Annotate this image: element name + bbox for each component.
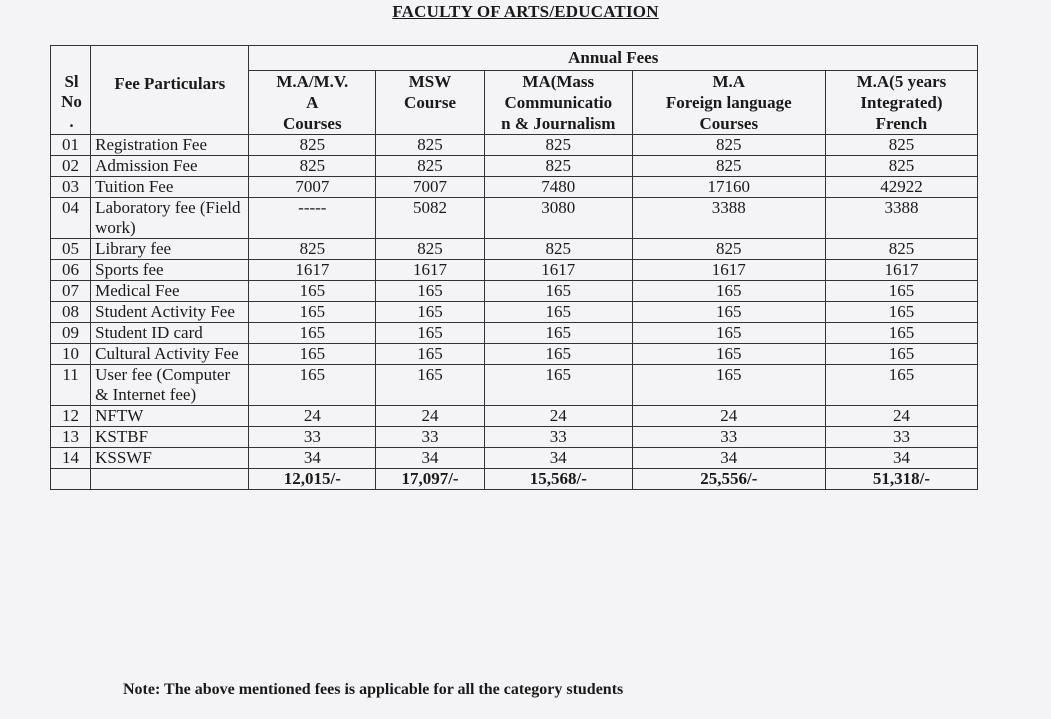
fee-amount-cell: 24	[376, 406, 485, 427]
fee-amount-cell: 1617	[376, 260, 485, 281]
fee-amount-cell: 165	[249, 281, 376, 302]
fee-amount-cell: 165	[632, 302, 825, 323]
sl-no-cell: 09	[51, 323, 91, 344]
fee-amount-cell: 24	[249, 406, 376, 427]
fee-amount-cell: 825	[632, 239, 825, 260]
fee-amount-cell: 165	[376, 281, 485, 302]
fees-table	[50, 45, 978, 490]
fee-amount-cell: 825	[376, 156, 485, 177]
sl-no-cell: 07	[51, 281, 91, 302]
fee-amount-cell: 825	[249, 135, 376, 156]
fee-particular-cell: User fee (Computer & Internet fee)	[91, 365, 249, 406]
fee-amount-cell: 825	[249, 239, 376, 260]
fee-amount-cell: 165	[825, 365, 977, 406]
fee-amount-cell: 1617	[484, 260, 632, 281]
sl-no-cell: 08	[51, 302, 91, 323]
fee-particular-cell: Medical Fee	[91, 281, 249, 302]
fee-particulars-header: Fee Particulars	[91, 46, 249, 135]
fee-particular-cell: NFTW	[91, 406, 249, 427]
table-row	[51, 448, 978, 469]
fee-amount-cell: 165	[484, 302, 632, 323]
fee-amount-cell: 3080	[484, 198, 632, 239]
fee-amount-cell: 165	[376, 323, 485, 344]
fee-amount-cell: 3388	[632, 198, 825, 239]
fee-amount-cell: 825	[632, 135, 825, 156]
sl-no-cell: 12	[51, 406, 91, 427]
fee-amount-cell: 165	[249, 365, 376, 406]
table-row	[51, 239, 978, 260]
fee-amount-cell: 165	[376, 365, 485, 406]
fee-amount-cell: 33	[632, 427, 825, 448]
fee-particular-cell: Tuition Fee	[91, 177, 249, 198]
sl-no-cell: 10	[51, 344, 91, 365]
fee-note: Note: The above mentioned fees is applicable for all the category students	[123, 681, 624, 698]
sl-no-cell: 13	[51, 427, 91, 448]
fee-amount-cell: 33	[376, 427, 485, 448]
table-row	[51, 365, 978, 406]
fee-particular-cell: KSSWF	[91, 448, 249, 469]
table-row	[51, 281, 978, 302]
total-amount-cell: 51,318/-	[825, 469, 977, 490]
fee-amount-cell: 1617	[632, 260, 825, 281]
fee-amount-cell: 825	[484, 135, 632, 156]
fee-particular-cell: Sports fee	[91, 260, 249, 281]
course-header: MSW Course	[376, 71, 485, 135]
course-header: M.A Foreign language Courses	[632, 71, 825, 135]
sl-no-cell: 05	[51, 239, 91, 260]
fee-amount-cell: 165	[376, 302, 485, 323]
sl-no-cell: 04	[51, 198, 91, 239]
fee-particular-cell: Admission Fee	[91, 156, 249, 177]
table-row	[51, 427, 978, 448]
fee-amount-cell: 1617	[249, 260, 376, 281]
fee-particular-cell: Registration Fee	[91, 135, 249, 156]
course-header: MA(Mass Communicatio n & Journalism	[484, 71, 632, 135]
fee-amount-cell: 165	[484, 323, 632, 344]
fee-particular-cell: Library fee	[91, 239, 249, 260]
header-row-top	[51, 46, 978, 71]
fee-amount-cell: 165	[249, 344, 376, 365]
sl-no-cell: 14	[51, 448, 91, 469]
fee-amount-cell: 34	[376, 448, 485, 469]
sl-no-cell: 01	[51, 135, 91, 156]
fee-amount-cell: 825	[376, 239, 485, 260]
fee-amount-cell: 165	[249, 323, 376, 344]
fee-amount-cell: 825	[484, 239, 632, 260]
table-row	[51, 156, 978, 177]
fee-amount-cell: 825	[825, 239, 977, 260]
fee-amount-cell: 33	[825, 427, 977, 448]
fee-amount-cell: 34	[632, 448, 825, 469]
fee-particular-cell: Laboratory fee (Field work)	[91, 198, 249, 239]
fee-amount-cell: 165	[376, 344, 485, 365]
fee-amount-cell: 24	[632, 406, 825, 427]
fee-amount-cell: 34	[484, 448, 632, 469]
fee-particular-cell: KSTBF	[91, 427, 249, 448]
fee-amount-cell: 165	[632, 323, 825, 344]
total-amount-cell: 17,097/-	[376, 469, 485, 490]
table-row	[51, 177, 978, 198]
fee-amount-cell: 5082	[376, 198, 485, 239]
course-header: M.A(5 years Integrated) French	[825, 71, 977, 135]
sl-no-header: Sl No .	[51, 46, 91, 135]
fee-amount-cell: 7007	[376, 177, 485, 198]
fee-amount-cell: 3388	[825, 198, 977, 239]
table-row	[51, 198, 978, 239]
fee-amount-cell: 825	[632, 156, 825, 177]
fee-particular-cell: Student Activity Fee	[91, 302, 249, 323]
empty-cell	[91, 469, 249, 490]
fee-amount-cell: 7007	[249, 177, 376, 198]
fee-particular-cell: Cultural Activity Fee	[91, 344, 249, 365]
fee-amount-cell: 165	[632, 281, 825, 302]
fee-amount-cell: 34	[249, 448, 376, 469]
fee-amount-cell: 825	[484, 156, 632, 177]
table-row	[51, 260, 978, 281]
fee-amount-cell: 165	[825, 344, 977, 365]
fee-amount-cell: 825	[825, 156, 977, 177]
fee-amount-cell: 825	[249, 156, 376, 177]
fee-amount-cell: 165	[632, 365, 825, 406]
page-title: FACULTY OF ARTS/EDUCATION	[392, 2, 659, 21]
fee-amount-cell: 24	[825, 406, 977, 427]
fee-amount-cell: -----	[249, 198, 376, 239]
total-amount-cell: 12,015/-	[249, 469, 376, 490]
table-row	[51, 344, 978, 365]
course-header: M.A/M.V. A Courses	[249, 71, 376, 135]
fee-amount-cell: 825	[825, 135, 977, 156]
fee-amount-cell: 24	[484, 406, 632, 427]
fee-amount-cell: 165	[484, 344, 632, 365]
fee-amount-cell: 165	[249, 302, 376, 323]
total-amount-cell: 15,568/-	[484, 469, 632, 490]
sl-no-cell: 02	[51, 156, 91, 177]
fee-amount-cell: 42922	[825, 177, 977, 198]
fee-amount-cell: 33	[484, 427, 632, 448]
totals-row	[51, 469, 978, 490]
sl-no-cell: 06	[51, 260, 91, 281]
fee-amount-cell: 33	[249, 427, 376, 448]
sl-no-cell: 03	[51, 177, 91, 198]
fee-amount-cell: 165	[484, 281, 632, 302]
table-row	[51, 406, 978, 427]
fee-amount-cell: 165	[825, 302, 977, 323]
empty-cell	[51, 469, 91, 490]
fee-amount-cell: 165	[825, 281, 977, 302]
table-row	[51, 323, 978, 344]
fee-particular-cell: Student ID card	[91, 323, 249, 344]
fee-amount-cell: 165	[484, 365, 632, 406]
fee-amount-cell: 1617	[825, 260, 977, 281]
fee-amount-cell: 34	[825, 448, 977, 469]
table-row	[51, 302, 978, 323]
total-amount-cell: 25,556/-	[632, 469, 825, 490]
sl-no-cell: 11	[51, 365, 91, 406]
table-row	[51, 135, 978, 156]
fee-amount-cell: 165	[825, 323, 977, 344]
annual-fees-header: Annual Fees	[249, 46, 978, 71]
fees-table-body	[51, 135, 978, 490]
fee-amount-cell: 7480	[484, 177, 632, 198]
fee-amount-cell: 165	[632, 344, 825, 365]
fee-amount-cell: 825	[376, 135, 485, 156]
fee-amount-cell: 17160	[632, 177, 825, 198]
